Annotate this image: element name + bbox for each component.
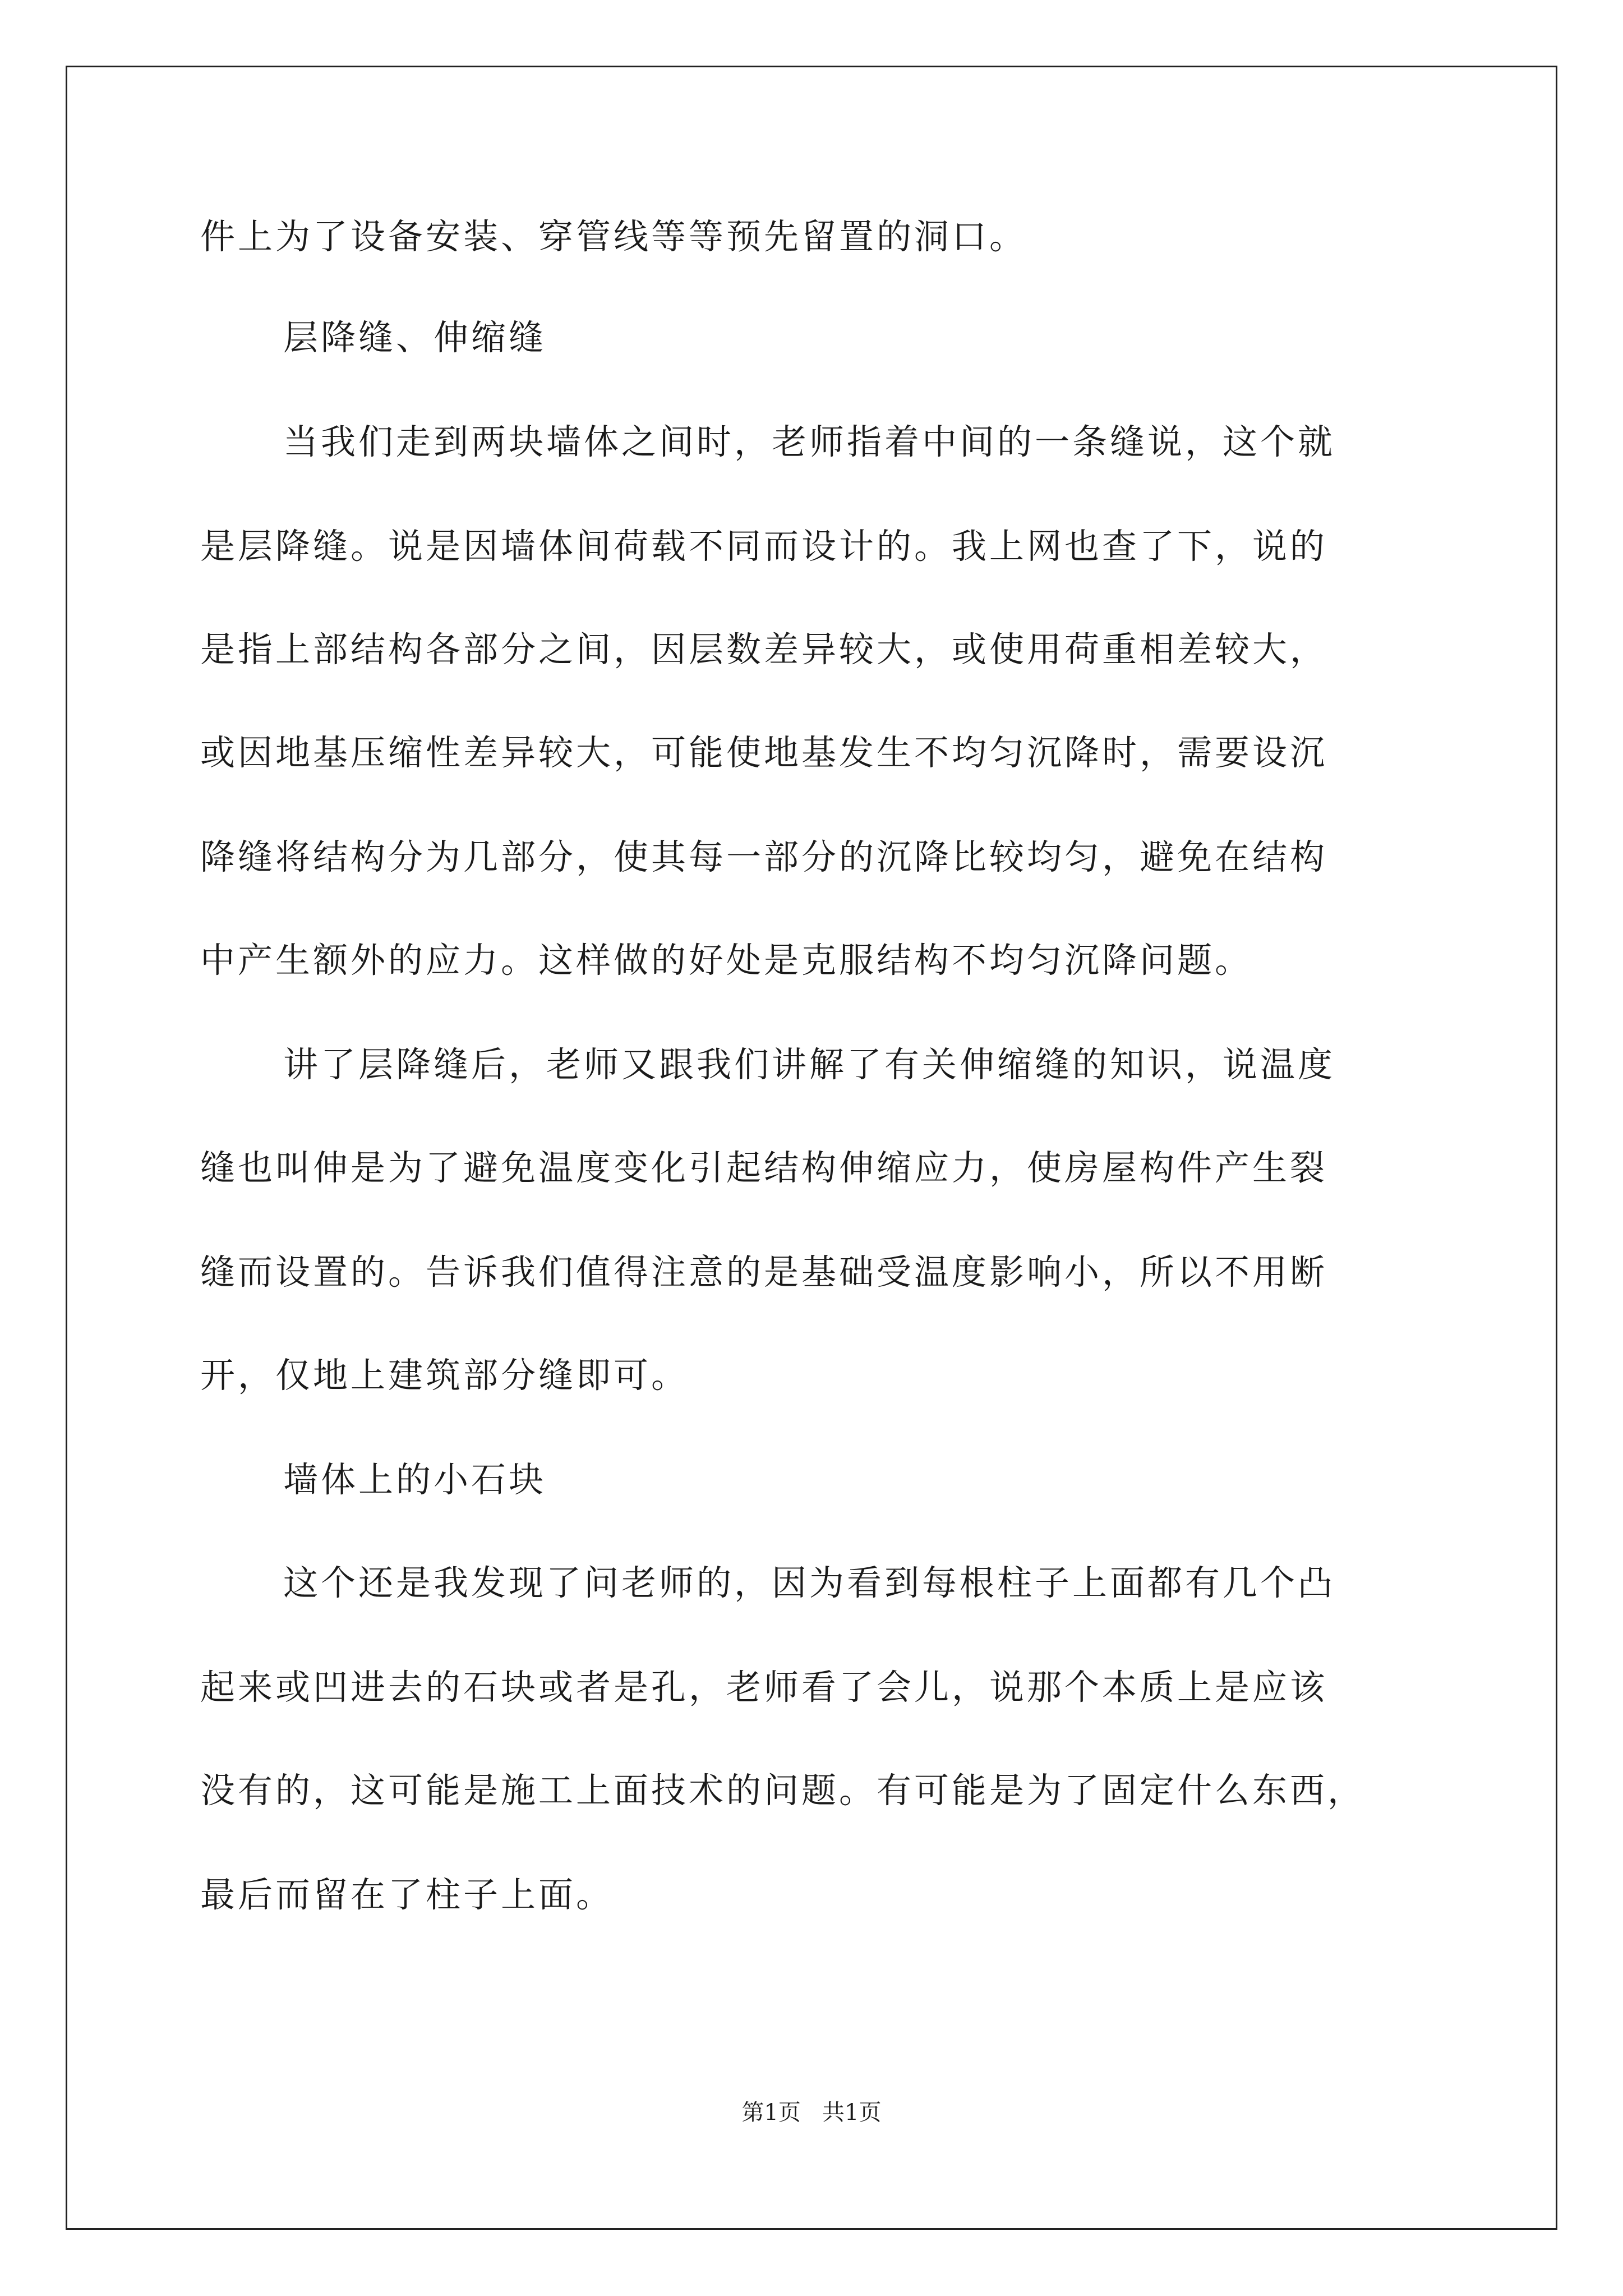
text-line: 是层降缝。说是因墙体间荷载不同而设计的。我上网也查了下，说的 xyxy=(200,526,1328,567)
section-heading: 层降缝、伸缩缝 xyxy=(283,317,547,358)
text-line: 这个还是我发现了问老师的，因为看到每根柱子上面都有几个凸 xyxy=(283,1562,1336,1603)
page-footer: 第1页 共1页 xyxy=(741,2100,882,2125)
text-line: 中产生额外的应力。这样做的好处是克服结构不均匀沉降问题。 xyxy=(200,940,1253,981)
text-line: 最后而留在了柱子上面。 xyxy=(200,1874,614,1915)
text-line: 当我们走到两块墙体之间时，老师指着中间的一条缝说，这个就 xyxy=(283,421,1336,462)
text-line: 是指上部结构各部分之间，因层数差异较大，或使用荷重相差较大， xyxy=(200,629,1328,670)
text-line: 缝也叫伸是为了避免温度变化引起结构伸缩应力，使房屋构件产生裂 xyxy=(200,1147,1328,1188)
text-line: 缝而设置的。告诉我们值得注意的是基础受温度影响小，所以不用断 xyxy=(200,1251,1328,1292)
section-heading: 墙体上的小石块 xyxy=(283,1459,547,1500)
text-line: 起来或凹进去的石块或者是孔，老师看了会儿，说那个本质上是应该 xyxy=(200,1667,1328,1708)
text-line: 没有的，这可能是施工上面技术的问题。有可能是为了固定什么东西， xyxy=(200,1770,1366,1811)
text-line: 降缝将结构分为几部分，使其每一部分的沉降比较均匀，避免在结构 xyxy=(200,836,1328,877)
text-line: 件上为了设备安装、穿管线等等预先留置的洞口。 xyxy=(200,216,1027,257)
text-line: 或因地基压缩性差异较大，可能使地基发生不均匀沉降时，需要设沉 xyxy=(200,732,1328,773)
text-line: 讲了层降缝后，老师又跟我们讲解了有关伸缩缝的知识，说温度 xyxy=(283,1044,1336,1085)
text-line: 开，仅地上建筑部分缝即可。 xyxy=(200,1355,689,1396)
